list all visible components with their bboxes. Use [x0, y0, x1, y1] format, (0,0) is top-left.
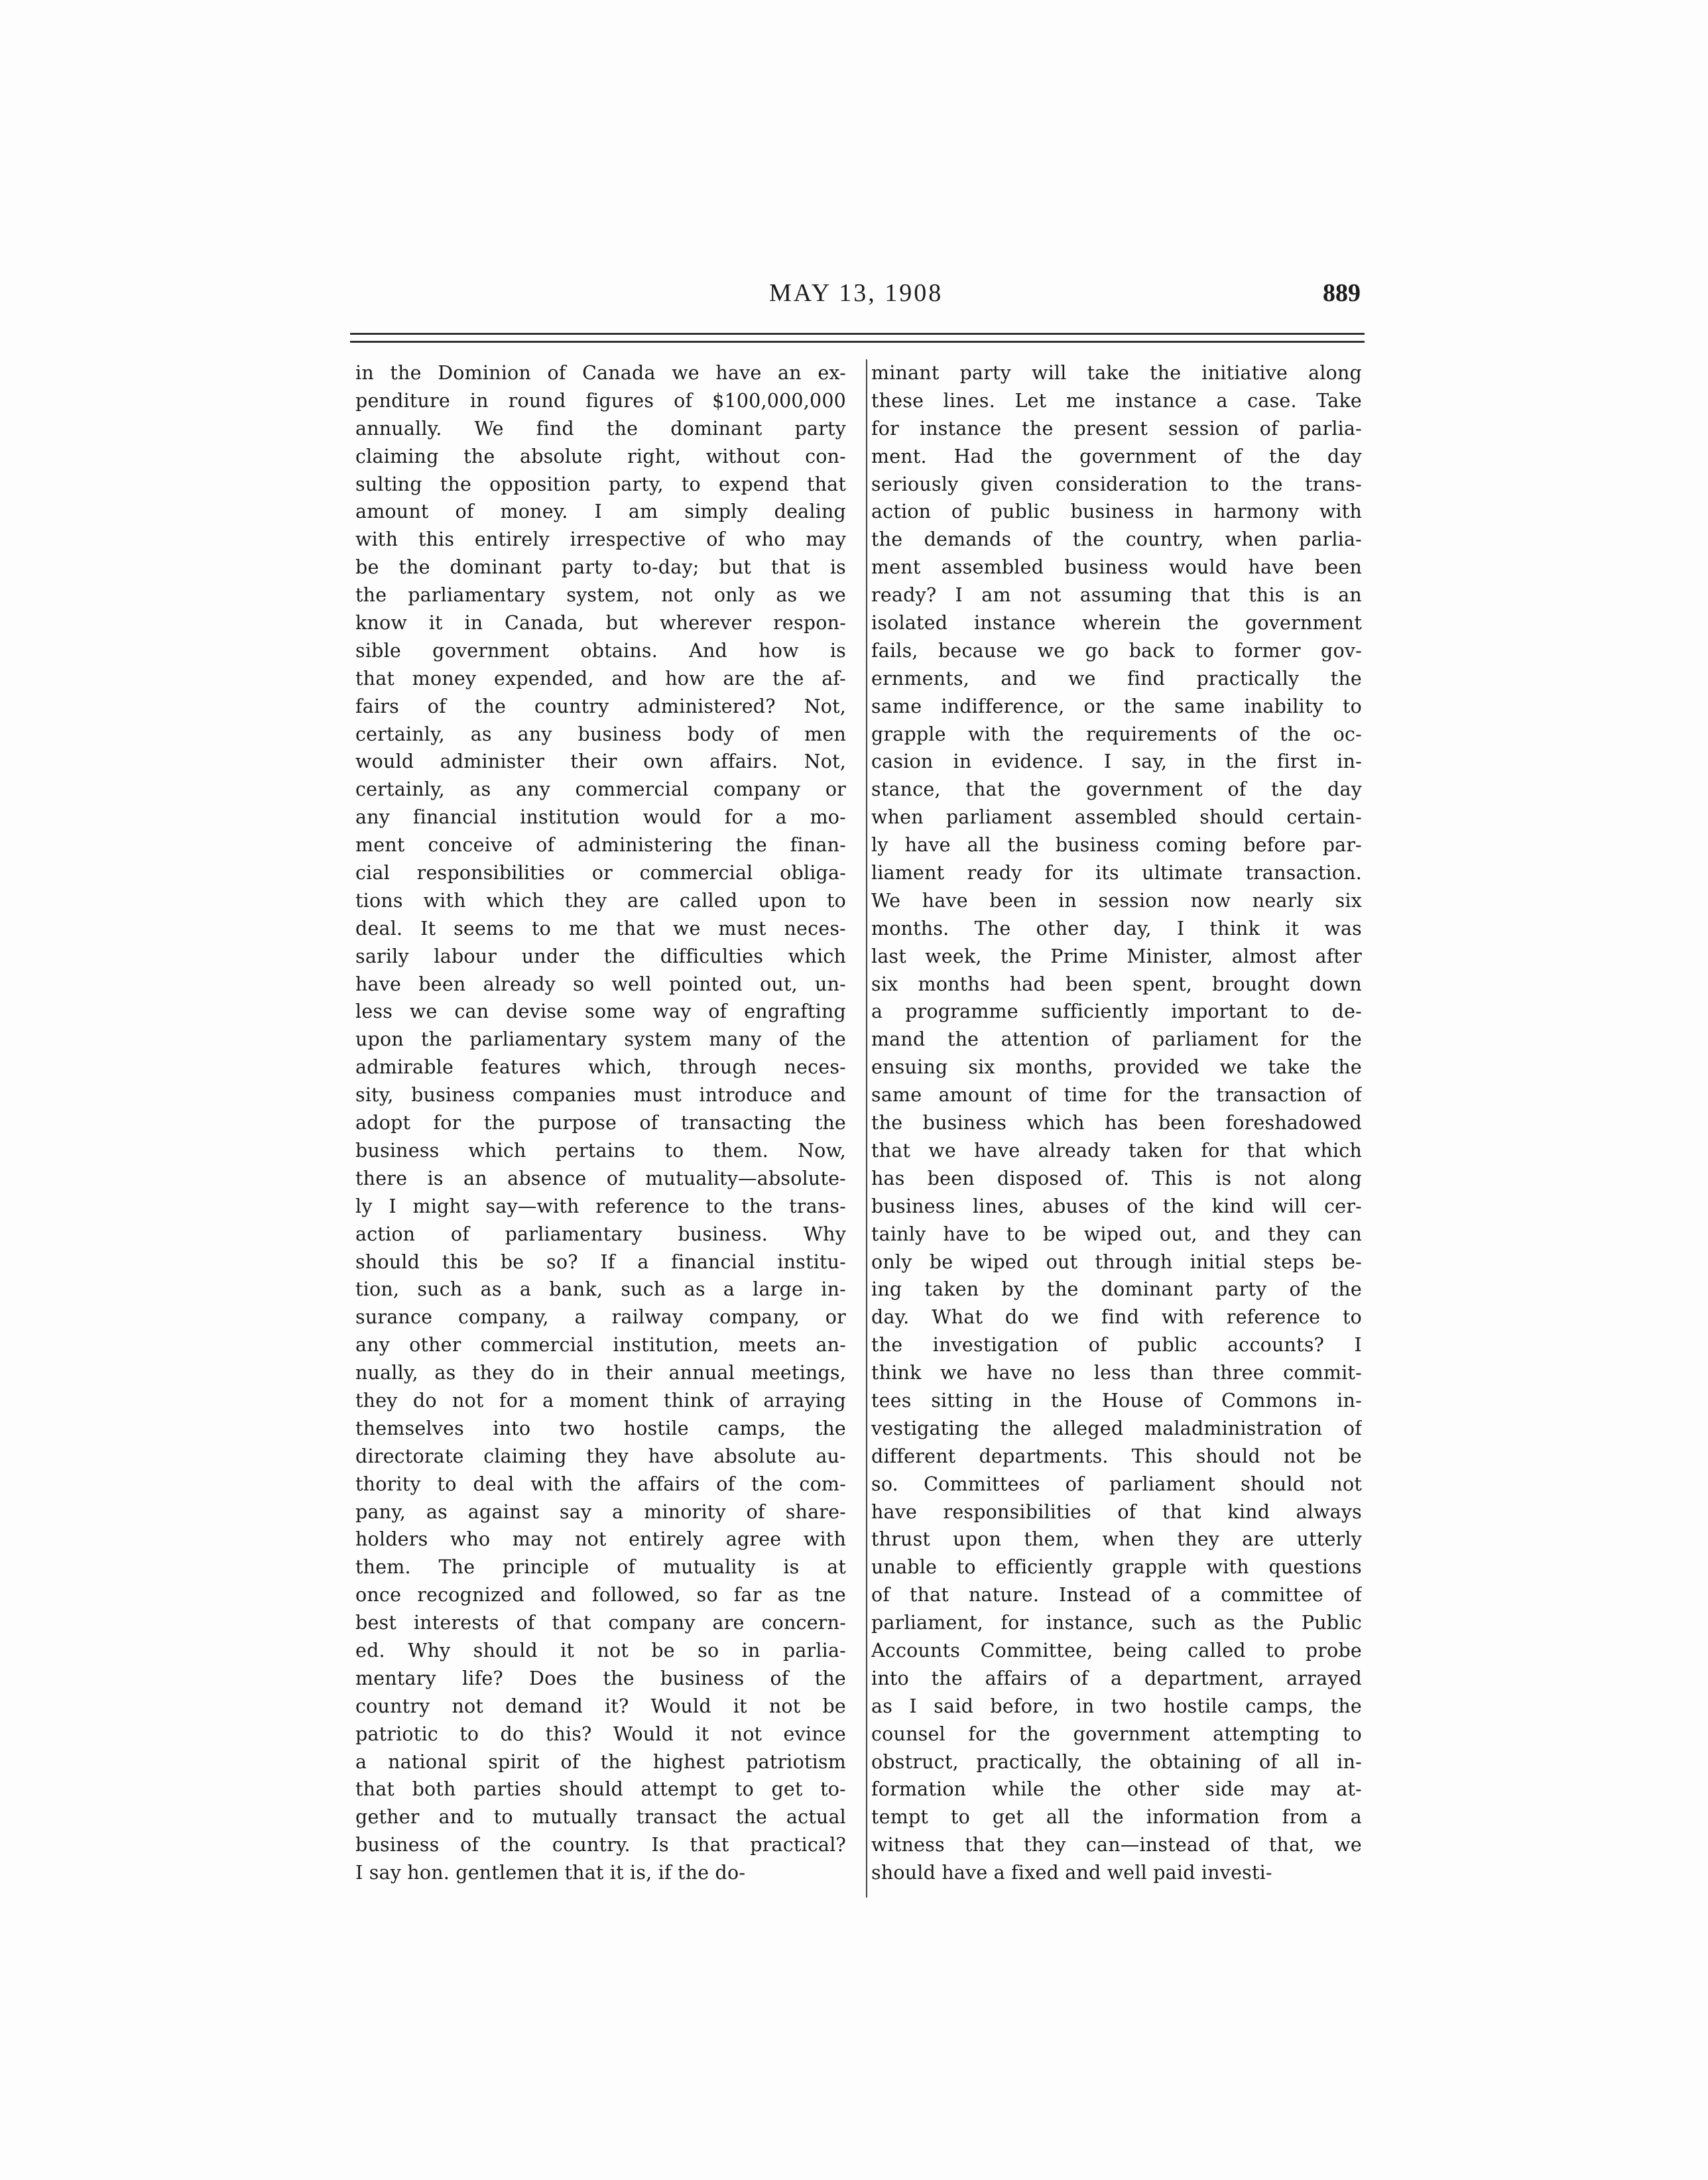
text-line: should have a fixed and well paid investi-	[871, 1862, 1272, 1884]
text-line: grapple with the requirements of the oc-	[871, 723, 1362, 745]
text-line: have responsibilities of that kind always	[871, 1500, 1362, 1523]
text-line: they do not for a moment think of arraying	[355, 1389, 846, 1412]
text-line: business of the country. Is that practical?	[355, 1834, 846, 1856]
text-line: with this entirely irrespective of who may	[355, 528, 846, 551]
text-line: that money expended, and how are the af-	[355, 667, 846, 690]
text-line: only be wiped out through initial steps be-	[871, 1250, 1362, 1273]
header-rule-top	[350, 333, 1365, 335]
text-line: different departments. This should not be	[871, 1445, 1362, 1467]
text-line: vestigating the alleged maladministration of	[871, 1417, 1362, 1439]
text-line: mand the attention of parliament for the	[871, 1028, 1362, 1051]
text-line: ensuing six months, provided we take the	[871, 1056, 1362, 1079]
text-line: same amount of time for the transaction of	[871, 1084, 1362, 1107]
text-line: sible government obtains. And how is	[355, 639, 846, 662]
text-line: fairs of the country administered? Not,	[355, 695, 846, 717]
text-line: liament ready for its ultimate transaction.	[871, 862, 1362, 884]
running-header	[345, 278, 1366, 318]
text-line: formation while the other side may at-	[871, 1778, 1362, 1801]
text-line: sity, business companies must introduce and	[355, 1084, 846, 1107]
text-line: that we have already taken for that which	[871, 1139, 1362, 1162]
text-line: the business which has been foreshadowed	[871, 1112, 1362, 1134]
text-line: the investigation of public accounts? I	[871, 1334, 1362, 1357]
text-line: less we can devise some way of engrafting	[355, 1000, 846, 1023]
text-line: best interests of that company are concern-	[355, 1612, 846, 1634]
text-line: mentary life? Does the business of the	[355, 1667, 846, 1689]
text-line: cial responsibilities or commercial obliga-	[355, 862, 846, 884]
text-line: sulting the opposition party, to expend that	[355, 473, 846, 495]
text-columns	[355, 359, 1363, 1904]
text-line: ment assembled business would have been	[871, 556, 1362, 579]
text-line: them. The principle of mutuality is at	[355, 1556, 846, 1579]
text-line: same indifference, or the same inability to	[871, 695, 1362, 717]
text-line: country not demand it? Would it not be	[355, 1695, 846, 1717]
text-line: when parliament assembled should certain-	[871, 806, 1362, 829]
text-line: be the dominant party to-day; but that is	[355, 556, 846, 579]
text-line: into the affairs of a department, arrayed	[871, 1667, 1362, 1689]
text-line: ed. Why should it not be so in parlia-	[355, 1639, 846, 1662]
text-line: holders who may not entirely agree with	[355, 1528, 846, 1551]
text-line: action of public business in harmony with	[871, 501, 1362, 523]
text-line: tainly have to be wiped out, and they can	[871, 1223, 1362, 1245]
text-line: six months had been spent, brought down	[871, 973, 1362, 995]
text-line: themselves into two hostile camps, the	[355, 1417, 846, 1439]
text-line: adopt for the purpose of transacting the	[355, 1112, 846, 1134]
left-column	[355, 359, 846, 1904]
text-line: business which pertains to them. Now,	[355, 1139, 846, 1162]
text-line: surance company, a railway company, or	[355, 1306, 846, 1329]
text-line: upon the parliamentary system many of the	[355, 1028, 846, 1051]
text-line: thority to deal with the affairs of the com-	[355, 1473, 846, 1495]
text-line: a national spirit of the highest patriotism	[355, 1750, 846, 1773]
text-line: tees sitting in the House of Commons in-	[871, 1389, 1362, 1412]
header-date: MAY 13, 1908	[769, 279, 944, 307]
text-line: ly have all the business coming before par-	[871, 834, 1362, 857]
text-line: once recognized and followed, so far as tne	[355, 1584, 846, 1606]
text-line: ment conceive of administering the finan-	[355, 834, 846, 857]
text-line: ing taken by the dominant party of the	[871, 1278, 1362, 1301]
text-line: patriotic to do this? Would it not evince	[355, 1723, 846, 1745]
text-line: nually, as they do in their annual meetings,	[355, 1362, 846, 1384]
text-line: ment. Had the government of the day	[871, 445, 1362, 467]
text-line: for instance the present session of parlia-	[871, 417, 1362, 440]
text-line: any other commercial institution, meets an-	[355, 1334, 846, 1357]
text-line: tempt to get all the information from a	[871, 1806, 1362, 1829]
text-line: have been already so well pointed out, un-	[355, 973, 846, 995]
text-line: day. What do we find with reference to	[871, 1306, 1362, 1329]
text-line: I say hon. gentlemen that it is, if the do-	[355, 1862, 746, 1884]
text-line: months. The other day, I think it was	[871, 917, 1362, 939]
text-line: think we have no less than three commit-	[871, 1362, 1362, 1384]
text-line: casion in evidence. I say, in the first in-	[871, 751, 1362, 773]
text-line: Accounts Committee, being called to probe	[871, 1639, 1362, 1662]
text-line: tion, such as a bank, such as a large in-	[355, 1278, 846, 1301]
text-line: there is an absence of mutuality—absolute-	[355, 1167, 846, 1189]
text-line: pany, as against say a minority of share-	[355, 1500, 846, 1523]
text-line: as I said before, in two hostile camps, the	[871, 1695, 1362, 1717]
text-line: ready? I am not assuming that this is an	[871, 584, 1362, 607]
header-rule-bottom	[350, 341, 1365, 343]
text-line: these lines. Let me instance a case. Take	[871, 389, 1362, 412]
text-line: last week, the Prime Minister, almost after	[871, 945, 1362, 967]
text-line: in the Dominion of Canada we have an ex-	[355, 362, 846, 384]
text-line: unable to efficiently grapple with questions	[871, 1556, 1362, 1579]
text-line: that both parties should attempt to get to-	[355, 1778, 846, 1801]
text-line: parliament, for instance, such as the Public	[871, 1612, 1362, 1634]
text-line: isolated instance wherein the government	[871, 612, 1362, 635]
text-line: gether and to mutually transact the actual	[355, 1806, 846, 1829]
text-line: a programme sufficiently important to de-	[871, 1000, 1362, 1023]
text-line: seriously given consideration to the trans-	[871, 473, 1362, 495]
text-line: should this be so? If a financial institu-	[355, 1250, 846, 1273]
text-line: penditure in round figures of $100,000,000	[355, 389, 846, 412]
text-line: We have been in session now nearly six	[871, 889, 1362, 912]
text-line: tions with which they are called upon to	[355, 889, 846, 912]
text-line: know it in Canada, but wherever respon-	[355, 612, 846, 635]
text-line: annually. We find the dominant party	[355, 417, 846, 440]
page-number: 889	[1323, 279, 1361, 307]
right-column	[871, 359, 1362, 1904]
text-line: action of parliamentary business. Why	[355, 1223, 846, 1245]
text-line: counsel for the government attempting to	[871, 1723, 1362, 1745]
text-line: certainly, as any business body of men	[355, 723, 846, 745]
text-line: claiming the absolute right, without con-	[355, 445, 846, 467]
text-line: the demands of the country, when parlia-	[871, 528, 1362, 551]
text-line: would administer their own affairs. Not,	[355, 751, 846, 773]
text-line: stance, that the government of the day	[871, 778, 1362, 801]
text-line: thrust upon them, when they are utterly	[871, 1528, 1362, 1551]
text-line: has been disposed of. This is not along	[871, 1167, 1362, 1189]
text-line: any financial institution would for a mo-	[355, 806, 846, 829]
text-line: ernments, and we find practically the	[871, 667, 1362, 690]
text-line: deal. It seems to me that we must neces-	[355, 917, 846, 939]
text-line: the parliamentary system, not only as we	[355, 584, 846, 607]
text-line: certainly, as any commercial company or	[355, 778, 846, 801]
text-line: minant party will take the initiative along	[871, 362, 1362, 384]
text-line: amount of money. I am simply dealing	[355, 501, 846, 523]
text-line: admirable features which, through neces-	[355, 1056, 846, 1079]
text-line: so. Committees of parliament should not	[871, 1473, 1362, 1495]
text-line: ly I might say—with reference to the trans-	[355, 1195, 846, 1217]
text-line: fails, because we go back to former gov-	[871, 639, 1362, 662]
text-line: sarily labour under the difficulties which	[355, 945, 846, 967]
text-line: directorate claiming they have absolute au-	[355, 1445, 846, 1467]
text-line: business lines, abuses of the kind will cer-	[871, 1195, 1362, 1217]
text-line: of that nature. Instead of a committee of	[871, 1584, 1362, 1606]
text-line: obstruct, practically, the obtaining of all in-	[871, 1750, 1362, 1773]
text-line: witness that they can—instead of that, we	[871, 1834, 1362, 1856]
